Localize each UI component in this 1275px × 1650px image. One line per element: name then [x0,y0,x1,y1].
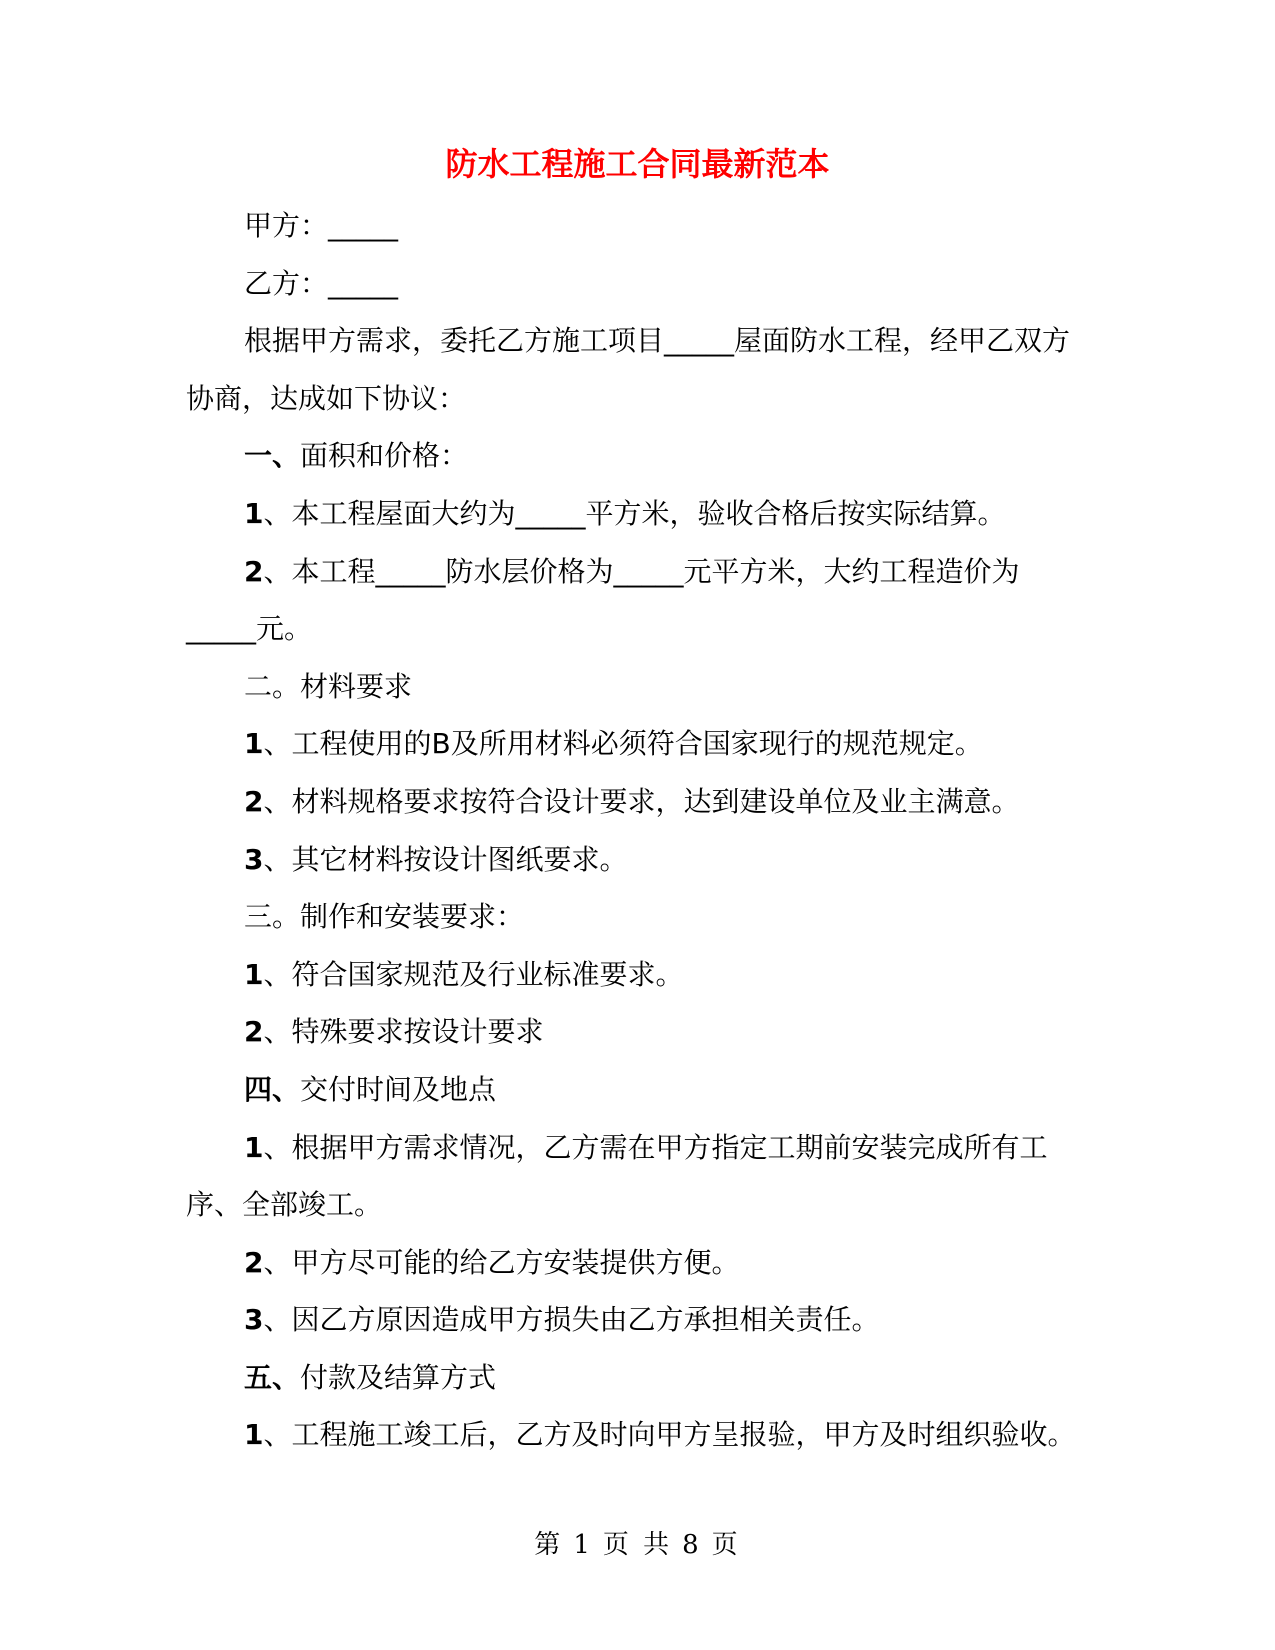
section-3-item-1 [186,946,1086,1004]
section-1-item-2 [186,543,1086,658]
item-number: 2 [244,1015,264,1049]
section-1-heading [186,427,1086,485]
item-number: 2 [244,1245,264,1279]
document-title: 防水工程施工合同最新范本 [445,145,830,183]
party-b-line: 乙方：_____ [244,266,399,300]
section-number: 五、 [244,1360,301,1394]
section-4-heading [186,1061,1086,1119]
section-5-item-1 [186,1406,1086,1464]
page-total: 8 [682,1530,702,1560]
item-text: 、本工程_____防水层价格为_____元平方米，大约工程造价为_____元。 [186,554,1020,646]
item-text: 、甲方尽可能的给乙方安装提供方便。 [263,1245,740,1279]
intro-paragraph: 根据甲方需求，委托乙方施工项目_____屋面防水工程，经甲乙双方协商，达成如下协议： [186,324,1071,415]
page-footer [0,1527,1275,1563]
item-number: 3 [244,842,264,876]
item-text: 、因乙方原因造成甲方损失由乙方承担相关责任。 [263,1303,880,1337]
section-number: 四、 [244,1072,301,1106]
section-4-item-2 [186,1234,1086,1292]
section-2-item-1 [186,715,1086,773]
item-number: 1 [244,1130,264,1164]
section-4-item-3 [186,1291,1086,1349]
section-2-item-2 [186,773,1086,831]
page-label-pre: 第 [534,1530,564,1560]
item-text: 、工程使用的B及所用材料必须符合国家现行的规范规定。 [263,727,983,761]
party-a-line: 甲方：_____ [244,209,399,242]
item-number: 3 [244,1303,264,1337]
section-2-heading: 二。材料要求 [244,669,413,703]
section-4-item-1 [186,1119,1086,1234]
document-body [186,197,1086,1464]
item-text: 、工程施工竣工后，乙方及时向甲方呈报验，甲方及时组织验收。 [263,1418,1076,1452]
item-text: 、符合国家规范及行业标准要求。 [263,957,684,991]
item-number: 2 [244,554,264,588]
item-text: 、材料规格要求按符合设计要求，达到建设单位及业主满意。 [263,784,1020,818]
item-number: 1 [244,727,264,761]
section-1-item-1 [186,485,1086,543]
item-number: 1 [244,496,264,530]
section-3-heading: 三。制作和安装要求： [244,900,525,934]
section-2-item-3 [186,831,1086,889]
item-text: 、特殊要求按设计要求 [263,1015,544,1049]
section-title: 交付时间及地点 [300,1072,497,1106]
page-label-mid: 页 共 [602,1530,673,1560]
section-title: 面积和价格： [300,439,469,473]
item-number: 2 [244,784,264,818]
item-text: 、其它材料按设计图纸要求。 [263,842,628,876]
item-text: 、本工程屋面大约为_____平方米，验收合格后按实际结算。 [263,496,1006,530]
item-number: 1 [244,1418,264,1452]
page-label-post: 页 [711,1530,741,1560]
section-3-item-2 [186,1003,1086,1061]
page-current: 1 [573,1530,593,1560]
item-text: 、根据甲方需求情况，乙方需在甲方指定工期前安装完成所有工序、全部竣工。 [186,1130,1048,1222]
section-5-heading [186,1349,1086,1407]
section-number: 一、 [244,439,301,473]
item-number: 1 [244,957,264,991]
section-title: 付款及结算方式 [300,1360,497,1394]
